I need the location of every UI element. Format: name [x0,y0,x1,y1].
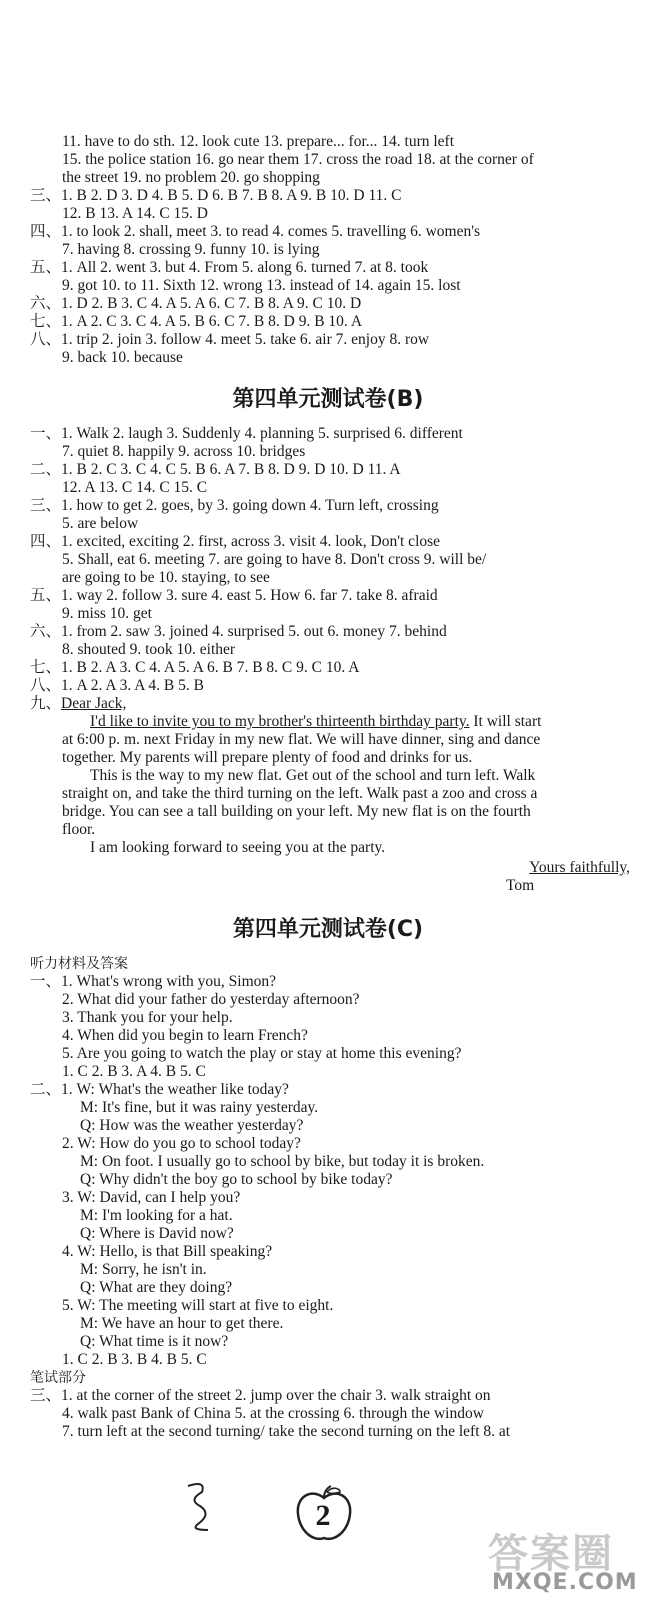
watermark-text: MXQE.COM [492,1570,638,1595]
answer-line: 1. C 2. B 3. B 4. B 5. C [62,1351,207,1368]
answer-line: 三、1. at the corner of the street 2. jump over the chair 3. walk straight on [30,1387,491,1404]
answer-line: 三、1. how to get 2. goes, by 3. going down 4. Turn left, crossing [30,497,439,514]
answer-line: 三、1. B 2. D 3. D 4. B 5. D 6. B 7. B 8. A 9. B 10. D 11. C [30,187,402,204]
answer-line: 1. C 2. B 3. A 4. B 5. C [62,1063,206,1080]
letter-signature: Tom [506,877,535,894]
answer-line: Q: What time is it now? [80,1333,229,1350]
answer-line: 11. have to do sth. 12. look cute 13. prepare... for... 14. turn left [62,133,455,150]
watermark-logo: 答案圈 [488,1531,614,1577]
letter-line [90,713,541,731]
answer-line: 7. turn left at the second turning/ take the second turning on the left 8. at [62,1423,511,1440]
page-number: 2 [315,1499,331,1532]
letter-line: at 6:00 p. m. next Friday in my new flat. We will have dinner, sing and dance [62,731,541,748]
answer-line: 2. W: How do you go to school today? [62,1135,301,1152]
answer-line: Q: Why didn't the boy go to school by bike today? [80,1171,393,1188]
answer-line: 二、1. B 2. C 3. C 4. C 5. B 6. A 7. B 8. D 9. D 10. D 11. A [30,461,401,478]
answer-line: 8. shouted 9. took 10. either [62,641,236,658]
answer-line: 六、1. D 2. B 3. C 4. A 5. A 6. C 7. B 8. A 9. C 10. D [30,295,362,312]
answer-line: 3. Thank you for your help. [62,1009,233,1026]
greeting-text: Dear Jack, [61,695,127,712]
answer-line: 2. What did your father do yesterday afternoon? [62,991,360,1008]
answer-line: 一、1. What's wrong with you, Simon? [30,973,277,990]
answer-line: 5. are below [62,515,139,532]
answer-line: are going to be 10. staying, to see [62,569,270,586]
written-heading: 笔试部分 [30,1370,86,1386]
answer-line: M: We have an hour to get there. [80,1315,284,1332]
answer-line: Q: What are they doing? [80,1279,233,1296]
answer-line: 15. the police station 16. go near them 17. cross the road 18. at the corner of [62,151,534,168]
listening-heading: 听力材料及答案 [30,956,128,972]
answer-line: the street 19. no problem 20. go shopping [62,169,320,186]
answer-line: Q: Where is David now? [80,1225,234,1242]
handwritten-mark-icon [178,1476,238,1536]
letter-line: bridge. You can see a tall building on your left. My new flat is on the fourth [62,803,531,820]
answer-line: 二、1. W: What's the weather like today? [30,1081,289,1098]
answer-line: 五、1. way 2. follow 3. sure 4. east 5. How 6. far 7. take 8. afraid [30,587,438,604]
answer-line: Q: How was the weather yesterday? [80,1117,304,1134]
answer-line: 5. Shall, eat 6. meeting 7. are going to have 8. Don't cross 9. will be/ [62,551,487,568]
answer-line: 八、1. A 2. A 3. A 4. B 5. B [30,677,204,694]
answer-line: 四、1. to look 2. shall, meet 3. to read 4. comes 5. travelling 6. women's [30,223,481,240]
answer-line: 七、1. B 2. A 3. C 4. A 5. A 6. B 7. B 8. C 9. C 10. A [30,659,360,676]
test-title-b: 第四单元测试卷(B) [232,387,424,412]
answer-line: 4. W: Hello, is that Bill speaking? [62,1243,273,1260]
section-number: 九、 [30,695,62,712]
letter-closing [529,859,630,877]
answer-line: 六、1. from 2. saw 3. joined 4. surprised 5. out 6. money 7. behind [30,623,447,640]
answer-line: M: I'm looking for a hat. [80,1207,233,1224]
answer-line: 3. W: David, can I help you? [62,1189,241,1206]
closing-text: Yours faithfully, [529,859,630,876]
answer-line: 八、1. trip 2. join 3. follow 4. meet 5. take 6. air 7. enjoy 8. row [30,331,430,348]
answer-line: 9. got 10. to 11. Sixth 12. wrong 13. instead of 14. again 15. lost [62,277,461,294]
answer-line: 7. having 8. crossing 9. funny 10. is lying [62,241,320,258]
answer-line: 5. W: The meeting will start at five to eight. [62,1297,334,1314]
answer-line: 7. quiet 8. happily 9. across 10. bridges [62,443,306,460]
answer-line: 五、1. All 2. went 3. but 4. From 5. along 6. turned 7. at 8. took [30,259,429,276]
letter-line: I am looking forward to seeing you at the party. [90,839,386,856]
letter-line: together. My parents will prepare plenty of food and drinks for us. [62,749,473,766]
letter-greeting [30,695,126,713]
underlined-sentence: I'd like to invite you to my brother's thirteenth birthday party. [90,713,470,730]
answer-line: 5. Are you going to watch the play or stay at home this evening? [62,1045,462,1062]
letter-line: straight on, and take the third turning on the left. Walk past a zoo and cross a [62,785,538,802]
answer-line: M: It's fine, but it was rainy yesterday. [80,1099,319,1116]
letter-line: This is the way to my new flat. Get out of the school and turn left. Walk [90,767,536,784]
answer-line: M: Sorry, he isn't in. [80,1261,207,1278]
test-title-c: 第四单元测试卷(C) [232,917,424,942]
answer-line: 9. miss 10. get [62,605,152,622]
answer-line: 4. When did you begin to learn French? [62,1027,308,1044]
answer-line: 12. A 13. C 14. C 15. C [62,479,208,496]
answer-line: 四、1. excited, exciting 2. first, across 3. visit 4. look, Don't close [30,533,441,550]
letter-text: It will start [469,713,542,730]
answer-line: M: On foot. I usually go to school by bike, but today it is broken. [80,1153,485,1170]
letter-line: floor. [62,821,96,838]
answer-line: 9. back 10. because [62,349,183,366]
answer-line: 一、1. Walk 2. laugh 3. Suddenly 4. planning 5. surprised 6. different [30,425,463,442]
answer-line: 12. B 13. A 14. C 15. D [62,205,208,222]
answer-line: 七、1. A 2. C 3. C 4. A 5. B 6. C 7. B 8. D 9. B 10. A [30,313,363,330]
answer-line: 4. walk past Bank of China 5. at the crossing 6. through the window [62,1405,484,1422]
